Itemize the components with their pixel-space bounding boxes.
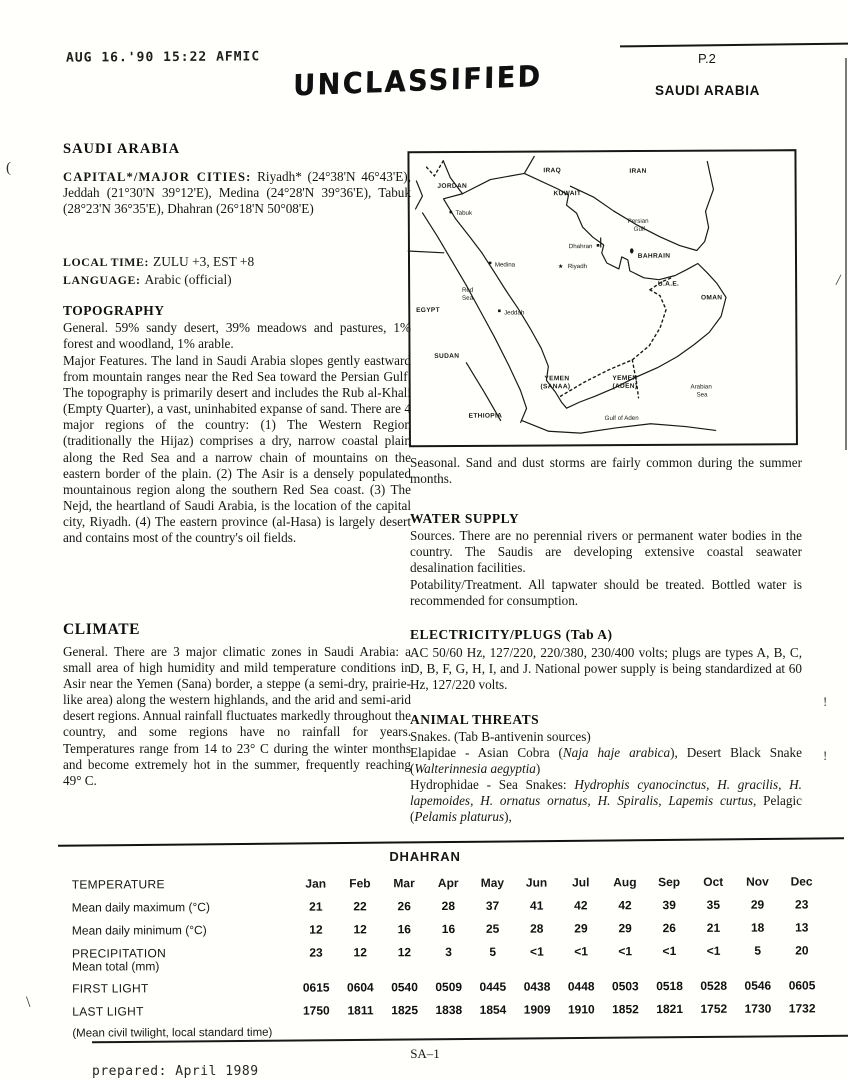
cell-value: 3 [445, 944, 452, 960]
cell-value: 12 [309, 922, 323, 937]
language-label: LANGUAGE: [63, 273, 141, 287]
table-title: DHAHRAN [389, 849, 461, 864]
map-label-ethiopia: ETHIOPIA [468, 412, 503, 420]
month-header: Apr [437, 875, 459, 891]
cell-value: 1909 [523, 1002, 551, 1017]
map-label-arabian-sea: Arabian [690, 383, 712, 391]
row-label [72, 947, 294, 973]
cell-value: 0605 [788, 978, 816, 993]
country-header: SAUDI ARABIA [655, 83, 760, 98]
local-time-label: LOCAL TIME: [63, 255, 150, 269]
cell-value: 1825 [391, 1003, 419, 1018]
topography-major-features: Major Features. The land in Saudi Arabia slopes gently eastward from mountain ranges near the Red Sea toward the Persian Gulf. The topography is primarily desert and includes the Rub al-Khali (Empty Quarter), a vast, uninhabited expanse of sand. There are 4 major regions of the country: (1) The Western Region (traditionally the Hijaz) comprises a dry, narrow coastal plain along the Red Sea and a narrow chain of mountains on the eastern border of the plain. (2) The Asir is a densely populated mountainous region along the southern Red Sea coast. (3) The Nejd, the heartland of Saudi Arabia, is the location of the capital city, Riyadh. (4) The eastern province (al-Hasa) is largely desert and contains most of the country's oil fields. [63, 353, 411, 546]
cell-value: 16 [397, 922, 412, 937]
cell-value: 28 [441, 898, 456, 914]
map-svg [407, 149, 799, 448]
table-row-first-light [72, 978, 824, 995]
local-time-line [63, 253, 411, 271]
map-label-yemen-sanaa: YEMEN [544, 375, 570, 383]
cell-value: 35 [706, 897, 721, 912]
map-jordan-dashed-border [426, 161, 443, 176]
cell-value: 1821 [656, 1001, 684, 1017]
map-label-jordan: JORDAN [437, 182, 468, 190]
map-label-arabian-sea-2: Sea [696, 391, 708, 399]
cell-value: 42 [618, 898, 632, 913]
month-header: Jan [305, 876, 327, 891]
map-iraq-border [524, 156, 534, 173]
capital-cities-paragraph [63, 169, 411, 217]
map-tabuk-marker [450, 211, 453, 214]
map-medina-marker [489, 262, 492, 265]
cell-value: 0540 [391, 980, 418, 995]
row-label: Mean daily minimum (°C) [71, 923, 207, 938]
map-label-red-sea-2: Sea [461, 294, 474, 302]
cell-value: 1910 [567, 1002, 595, 1017]
cell-value: 5 [754, 943, 762, 958]
map-egypt-sudan-border [408, 251, 444, 253]
map-label-medina: Medina [494, 261, 516, 269]
cell-value: 21 [309, 899, 323, 914]
month-header: Jun [525, 875, 548, 890]
table-row-last-light [72, 1001, 824, 1018]
fax-header-timestamp: AUG 16.'90 15:22 AFMIC [65, 49, 261, 66]
water-sources-paragraph: Sources. There are no perennial rivers or permanent water bodies in the country. The Saudis are developing extensive coastal seawater desalination facilities. [410, 528, 802, 576]
document-title: SAUDI ARABIA [63, 141, 181, 157]
hydrophidae-text-2: Pelagic ( [410, 793, 802, 825]
cell-value: 1750 [302, 1003, 330, 1018]
animal-threats-snakes-line: Snakes. (Tab B-antivenin sources) [410, 729, 591, 744]
local-time-value: ZULU +3, EST +8 [153, 254, 255, 269]
map-label-jeddah: Jeddah [504, 309, 525, 317]
month-header: Sep [658, 874, 681, 890]
month-header: Dec [790, 874, 813, 889]
cell-value: 37 [485, 898, 500, 913]
cell-value: 1752 [700, 1001, 728, 1016]
temperature-section-label: TEMPERATURE [71, 877, 165, 892]
month-header: Aug [613, 875, 637, 890]
cell-value: 1852 [612, 1002, 639, 1017]
elapidae-text: Elapidae - Asian Cobra ( [410, 745, 563, 760]
cell-value: 5 [489, 944, 497, 959]
topography-heading: TOPOGRAPHY [63, 303, 165, 318]
cell-value: 0503 [611, 979, 639, 994]
climate-general: General. There are 3 major climatic zones in Saudi Arabia: a small area of high humidity and mild temperature conditions in Asir near the Yemen (Sana) border, a steppe (a semi-dry, prairie-like area) along the western highlands, and the arid and semi-arid desert regions. Annual rainfall fluctuates markedly throughout the country, and some regions have no rainfall for years. Temperatures range from 14 to 23° C during the winter months and become extremely hot in the summer, frequently reaching 49° C. [63, 644, 411, 788]
climate-heading: CLIMATE [63, 621, 141, 638]
cell-value: 26 [397, 899, 411, 914]
map-label-yemen-aden-2: (ADEN) [612, 382, 638, 390]
cell-value: 29 [750, 897, 765, 912]
cell-value: 0615 [302, 980, 330, 995]
hydrophidae-species: Hydrophis cyanocinctus, H. gracilis, H. lapemoides, H. ornatus ornatus, H. Spiralis, Lapemis curtus, [410, 777, 802, 809]
hydrophidae-species-2: Pelamis platurus [414, 809, 505, 825]
cell-value: 18 [750, 920, 765, 935]
cell-value: 25 [485, 921, 500, 936]
cell-value: 1732 [788, 1001, 816, 1016]
animal-threats-heading: ANIMAL THREATS [410, 712, 540, 727]
map-label-tabuk: Tabuk [455, 209, 473, 217]
footer-prepared-date: prepared: April 1989 [92, 1064, 259, 1079]
map-label-riyadh: Riyadh [567, 263, 588, 271]
precipitation-sublabel: Mean total (mm) [72, 958, 160, 974]
map-label-iraq: IRAQ [543, 167, 562, 175]
scan-edge-line [845, 58, 847, 450]
month-header: Oct [703, 874, 724, 889]
cell-value: 12 [397, 945, 412, 960]
country-map [407, 149, 799, 448]
map-label-persian-gulf: Persian [627, 217, 649, 225]
cell-value: 42 [574, 898, 588, 913]
cell-value: 0546 [744, 978, 772, 993]
cell-value: 28 [530, 921, 544, 936]
month-header: Nov [746, 874, 769, 889]
month-header: Mar [393, 876, 415, 891]
cell-value: 0528 [700, 978, 728, 993]
table-top-rule [58, 837, 844, 847]
language-line [63, 271, 411, 289]
cell-value: 0509 [435, 979, 463, 995]
cell-value: 0445 [479, 979, 507, 994]
row-label: Mean daily maximum (°C) [71, 900, 210, 915]
row-label: FIRST LIGHT [72, 981, 149, 996]
map-jeddah-marker [498, 310, 501, 313]
precipitation-label: PRECIPITATION [71, 946, 167, 961]
table-row-min-temp [72, 920, 824, 937]
cell-value: 0604 [346, 980, 374, 995]
water-supply-heading: WATER SUPPLY [410, 511, 520, 526]
cell-value: 1730 [744, 1001, 772, 1016]
map-iran-coast [570, 161, 713, 251]
cell-value: 0438 [523, 979, 551, 994]
language-value: Arabic (official) [144, 272, 232, 287]
topography-general: General. 59% sandy desert, 39% meadows and pastures, 1% forest and woodland, 1% arable. [63, 320, 411, 352]
cell-value: 26 [662, 921, 676, 936]
cell-value: 20 [795, 943, 809, 958]
cell-value: 16 [441, 921, 456, 937]
cell-value: 29 [574, 921, 588, 936]
row-label: LAST LIGHT [72, 1004, 144, 1019]
classification-stamp: UNCLASSIFIED [292, 59, 543, 104]
cell-value: 12 [353, 922, 367, 937]
electricity-paragraph: AC 50/60 Hz, 127/220, 220/380, 230/400 volts; plugs are types A, B, C, D, B, F, G, H, I, and J. National power supply is being standardized at 60 Hz, 127/220 volts. [410, 645, 802, 693]
water-potability-paragraph: Potability/Treatment. All tapwater should be treated. Bottled water is recommended for consumption. [410, 577, 802, 609]
map-label-red-sea: Red [461, 286, 474, 294]
capital-cities-text: Riyadh* (24°38'N 46°43'E), Jeddah (21°30'N 39°12'E), Medina (24°28'N 39°36'E), Tabuk (28°23'N 36°35'E), Dhahran (26°18'N 50°08'E) [63, 169, 411, 217]
cell-value: 1838 [435, 1002, 463, 1018]
map-label-oman: OMAN [700, 294, 723, 302]
electricity-heading: ELECTRICITY/PLUGS (Tab A) [410, 627, 613, 642]
month-header: May [480, 875, 505, 890]
cell-value: 23 [309, 945, 323, 960]
elapidae-text-3: ) [535, 761, 541, 777]
cell-value: 0518 [656, 978, 683, 994]
animal-threats-hydrophidae [410, 777, 802, 825]
map-arabia-coastline [443, 172, 726, 408]
cell-value: 13 [795, 920, 809, 935]
cell-value: <1 [530, 944, 544, 959]
footer-page-id: SA–1 [410, 1046, 440, 1061]
map-label-dhahran: Dhahran [568, 243, 593, 251]
cell-value: <1 [618, 944, 633, 959]
page-number-rule [620, 43, 848, 48]
map-label-bahrain: BAHRAIN [637, 252, 671, 260]
map-label-gulf-of-aden: Gulf of Aden [604, 414, 639, 422]
month-header: Jul [572, 875, 590, 890]
cell-value: <1 [662, 944, 677, 959]
cell-value: 41 [529, 898, 544, 913]
month-header: Feb [349, 876, 371, 891]
map-label-persian-gulf-2: Gulf [633, 225, 646, 233]
map-label-uae: U.A.E. [657, 280, 680, 288]
hydrophidae-text-3: ), [504, 809, 512, 825]
page-number: P.2 [698, 51, 716, 66]
map-label-yemen-aden: YEMEN [612, 374, 638, 382]
map-label-iran: IRAN [629, 167, 647, 175]
cell-value: 29 [618, 921, 632, 936]
cell-value: 0448 [567, 979, 595, 994]
table-header-row [72, 874, 824, 891]
elapidae-text-2: ), Desert Black Snake ( [410, 745, 802, 777]
cell-value: 21 [706, 920, 721, 935]
map-label-egypt: EGYPT [416, 306, 440, 314]
map-bahrain-island [630, 248, 634, 253]
map-israel-coast [415, 181, 422, 209]
cell-value: 12 [353, 945, 367, 960]
cell-value: 1811 [347, 1003, 374, 1018]
hydrophidae-text: Hydrophidae - Sea Snakes: [410, 777, 575, 792]
scan-artifact-paren: ( [6, 160, 11, 176]
cell-value: 22 [353, 899, 367, 914]
cell-value: 1854 [479, 1002, 507, 1017]
capital-cities-label: CAPITAL*/MAJOR CITIES: [63, 170, 252, 184]
cell-value: 39 [662, 898, 676, 913]
climate-table [72, 874, 825, 1039]
table-note: (Mean civil twilight, local standard time) [72, 1026, 273, 1040]
table-row-precipitation [72, 943, 824, 972]
cell-value: <1 [574, 944, 588, 959]
seasonal-paragraph: Seasonal. Sand and dust storms are fairly common during the summer months. [410, 455, 802, 487]
animal-threats-elapidae [410, 745, 802, 777]
scan-artifact-backslash: \ [26, 994, 31, 1011]
map-label-kuwait: KUWAIT [553, 190, 582, 198]
cell-value: 23 [794, 897, 809, 912]
elapidae-species-2: Walterinnesia aegyptia [414, 761, 536, 777]
cell-value: <1 [706, 943, 721, 958]
scan-artifact-exclamation-2: ! [823, 748, 828, 763]
map-dhahran-marker [597, 244, 600, 247]
map-riyadh-star-icon: ★ [557, 263, 564, 271]
map-label-yemen-sanaa-2: (SANAA) [540, 383, 571, 391]
map-label-sudan: SUDAN [434, 352, 460, 360]
table-row-max-temp [72, 897, 824, 914]
scan-artifact-slash: / [834, 271, 842, 290]
elapidae-species-1: Naja haje arabica [562, 745, 671, 760]
scan-artifact-exclamation-1: ! [823, 694, 828, 709]
